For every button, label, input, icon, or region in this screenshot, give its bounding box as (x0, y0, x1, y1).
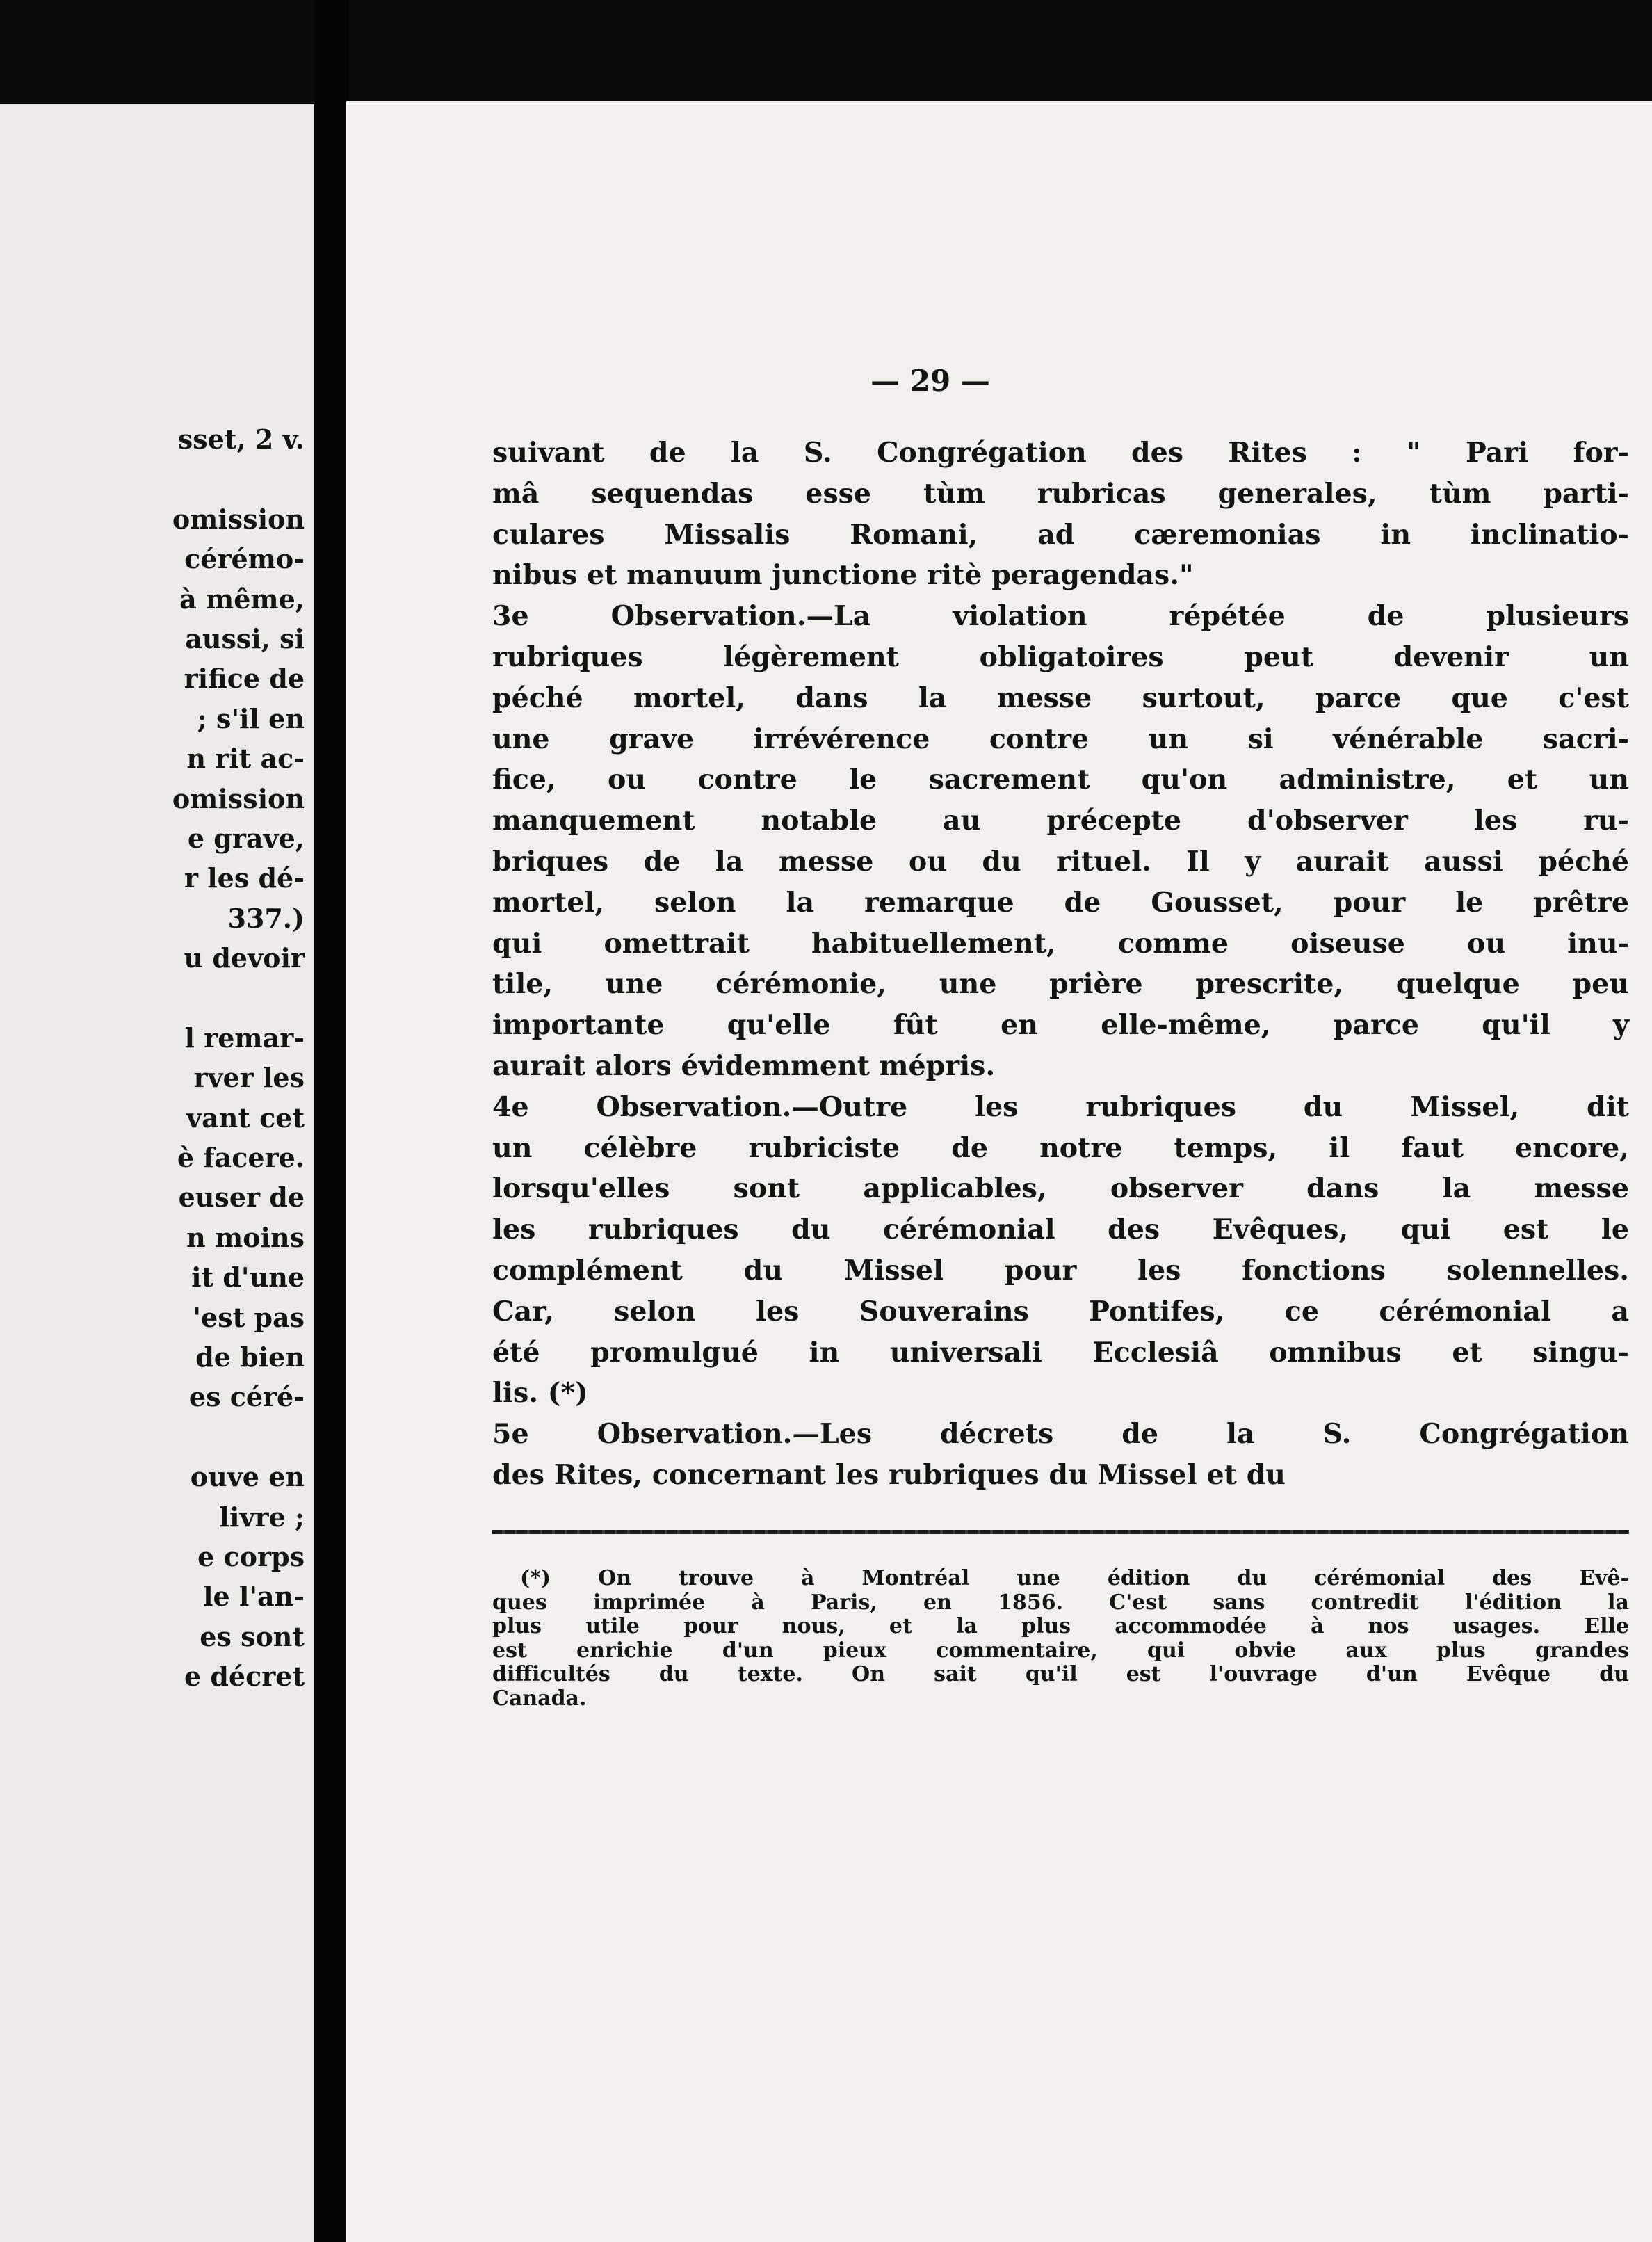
text-line: fice, ou contre le sacrement qu'on administre, et un (492, 764, 1629, 796)
text-line: briques de la messe ou du rituel. Il y aurait aussi péché (492, 845, 1629, 878)
left-page-line: l remar- (184, 1022, 305, 1054)
left-page-line: ouve en (190, 1461, 305, 1493)
footnote-line: (*) On trouve à Montréal une édition du cérémonial des Evê- (520, 1566, 1629, 1590)
left-page-line: e grave, (187, 822, 305, 854)
text-line: péché mortel, dans la messe surtout, parce que c'est (492, 682, 1629, 714)
text-line: tile, une cérémonie, une prière prescrite, quelque peu (492, 968, 1629, 1001)
text-line: complément du Missel pour les fonctions solennelles. (492, 1254, 1629, 1287)
left-page-line: cérémo- (184, 543, 305, 575)
left-page-line: ; s'il en (197, 702, 305, 734)
left-page-line: n rit ac- (186, 743, 305, 775)
left-page-line (0, 1417, 305, 1457)
book-spine (314, 0, 349, 2242)
left-page-line: de bien (195, 1341, 305, 1373)
text-line: des Rites, concernant les rubriques du Missel et du (492, 1458, 1286, 1491)
left-page-line: rifice de (184, 663, 305, 695)
left-page-line: e décret (184, 1661, 305, 1693)
left-page-line: n moins (186, 1221, 305, 1253)
text-line: lorsqu'elles sont applicables, observer dans la messe (492, 1172, 1629, 1205)
left-page-line: e corps (197, 1540, 305, 1572)
left-page-fragment (0, 104, 314, 2242)
left-page-line: sset, 2 v. (177, 424, 305, 455)
left-page-line: livre ; (219, 1501, 305, 1533)
left-page-line: rver les (193, 1062, 305, 1094)
left-page-line: omission (172, 782, 305, 814)
text-line: aurait alors évidemment mépris. (492, 1049, 996, 1082)
text-line: une grave irrévérence contre un si vénérable sacri- (492, 723, 1629, 755)
left-page-line: aussi, si (185, 622, 305, 654)
text-line: mortel, selon la remarque de Gousset, pour le prêtre (492, 886, 1629, 919)
body-text (492, 433, 1629, 1496)
page-number: — 29 — (870, 364, 990, 398)
text-line: 5e Observation.—Les décrets de la S. Congrégation (492, 1418, 1629, 1451)
footnote-line: ques imprimée à Paris, en 1856. C'est sans contredit l'édition la (492, 1590, 1629, 1615)
text-line: importante qu'elle fût en elle-même, parce qu'il y (492, 1009, 1629, 1042)
left-page-line: r les dé- (184, 862, 305, 894)
left-page-line: es céré- (188, 1381, 305, 1413)
left-page-line: es sont (200, 1620, 305, 1652)
left-page-line: le l'an- (203, 1581, 305, 1613)
text-line: les rubriques du cérémonial des Evêques, qui est le (492, 1213, 1629, 1246)
left-page-line: euser de (178, 1182, 305, 1213)
right-page (346, 101, 1652, 2242)
text-line: été promulgué in universali Ecclesiâ omnibus et singu- (492, 1336, 1629, 1369)
text-line: culares Missalis Romani, ad cæremonias in inclinatio- (492, 518, 1629, 551)
footnote-line: difficultés du texte. On sait qu'il est l'ouvrage d'un Evêque du (492, 1662, 1629, 1687)
left-page-line: vant cet (186, 1102, 305, 1134)
footnote-line: est enrichie d'un pieux commentaire, qui obvie aux plus grandes (492, 1638, 1629, 1663)
footnote-rule (492, 1530, 1629, 1534)
footnote-line: Canada. (492, 1686, 587, 1711)
left-page-line (0, 459, 305, 499)
left-page-line: à même, (179, 583, 305, 615)
footnote-line: plus utile pour nous, et la plus accommodée à nos usages. Elle (492, 1614, 1629, 1639)
text-line: suivant de la S. Congrégation des Rites : " Pari for- (492, 437, 1629, 469)
text-line: 4e Observation.—Outre les rubriques du Missel, dit (492, 1090, 1629, 1123)
text-line: manquement notable au précepte d'observer les ru- (492, 805, 1629, 837)
left-page-text (0, 419, 305, 1697)
text-line: Car, selon les Souverains Pontifes, ce cérémonial a (492, 1295, 1629, 1328)
text-line: nibus et manuum junctione ritè peragendas." (492, 559, 1194, 592)
left-page-line: omission (172, 503, 305, 535)
left-page-line (0, 978, 305, 1017)
text-line: mâ sequendas esse tùm rubricas generales, tùm parti- (492, 477, 1629, 510)
left-page-line: 337.) (227, 902, 305, 934)
text-line: lis. (*) (492, 1377, 588, 1410)
left-page-line: è facere. (177, 1142, 305, 1174)
left-page-line: 'est pas (193, 1301, 305, 1333)
text-line: un célèbre rubriciste de notre temps, il faut encore, (492, 1131, 1629, 1164)
footnote (492, 1567, 1629, 1711)
text-line: qui omettrait habituellement, comme oiseuse ou inu- (492, 927, 1629, 960)
left-page-line: it d'une (191, 1261, 305, 1293)
left-page-line: u devoir (184, 942, 305, 974)
text-line: rubriques légèrement obligatoires peut devenir un (492, 640, 1629, 673)
text-line: 3e Observation.—La violation répétée de plusieurs (492, 600, 1629, 633)
